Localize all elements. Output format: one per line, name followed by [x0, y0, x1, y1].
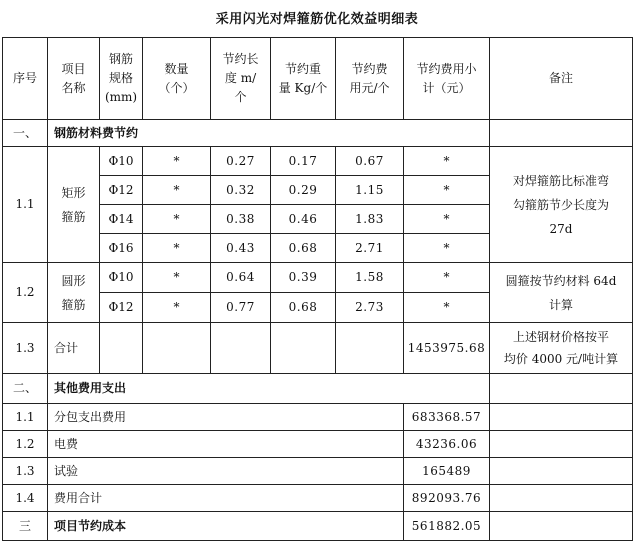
empty-cell — [490, 431, 633, 458]
spec-cell: Φ10 — [100, 147, 143, 176]
subtotal-cell: * — [404, 147, 490, 176]
subtotal-cell: * — [404, 234, 490, 263]
length-cell: 0.32 — [211, 176, 271, 205]
header-save-weight — [271, 38, 336, 120]
header-spec-text: 钢筋 规格 (mm) — [104, 52, 138, 104]
row-seq: 1.4 — [3, 485, 48, 512]
header-seq: 序号 — [3, 38, 48, 120]
group-1-1-name — [48, 147, 100, 263]
row-amount: 43236.06 — [404, 431, 490, 458]
spec-cell: Φ14 — [100, 205, 143, 234]
cost-cell: 1.83 — [336, 205, 404, 234]
savings-detail-table — [2, 37, 633, 541]
spec-cell: Φ12 — [100, 176, 143, 205]
spec-cell: Φ12 — [100, 293, 143, 323]
group-1-2-remark-text: 圆箍按节约材料 64d 计算 — [505, 273, 617, 312]
row-1-3-remark — [490, 323, 633, 374]
row-amount: 165489 — [404, 458, 490, 485]
section-3-amount: 561882.05 — [404, 512, 490, 541]
header-save-cost — [336, 38, 404, 120]
row-name: 试验 — [48, 458, 404, 485]
empty-cell — [490, 458, 633, 485]
row-1-3-name: 合计 — [48, 323, 100, 374]
header-qty-text: 数量 （个） — [158, 61, 195, 95]
group-1-2-remark — [490, 263, 633, 323]
header-item-name — [48, 38, 100, 120]
group-1-1-seq: 1.1 — [3, 147, 48, 263]
empty-cell — [490, 512, 633, 541]
empty-cell — [143, 323, 211, 374]
empty-cell — [490, 404, 633, 431]
section-2-empty — [490, 374, 633, 404]
subtotal-cell: * — [404, 176, 490, 205]
cost-cell: 0.67 — [336, 147, 404, 176]
group-1-1-remark — [490, 147, 633, 263]
group-1-2-name-text: 圆形 箍筋 — [61, 273, 86, 312]
header-row — [3, 38, 633, 120]
weight-cell: 0.68 — [271, 234, 336, 263]
empty-cell — [211, 323, 271, 374]
empty-cell — [100, 323, 143, 374]
qty-cell: * — [143, 176, 211, 205]
table-row — [3, 404, 633, 431]
header-remark: 备注 — [490, 38, 633, 120]
spec-cell: Φ10 — [100, 263, 143, 293]
qty-cell: * — [143, 205, 211, 234]
section-1-label: 钢筋材料费节约 — [48, 120, 490, 147]
header-save-weight-text: 节约重 量 Kg/个 — [278, 61, 328, 95]
header-save-len — [211, 38, 271, 120]
section-1-empty — [490, 120, 633, 147]
weight-cell: 0.68 — [271, 293, 336, 323]
document-title: 采用闪光对焊箍筋优化效益明细表 — [215, 12, 419, 27]
group-1-2-seq: 1.2 — [3, 263, 48, 323]
header-item-name-text: 项目 名称 — [61, 61, 86, 95]
row-amount: 683368.57 — [404, 404, 490, 431]
qty-cell: * — [143, 234, 211, 263]
table-row — [3, 263, 633, 293]
section-2-row — [3, 374, 633, 404]
section-3-seq: 三 — [3, 512, 48, 541]
section-1-seq: 一、 — [3, 120, 48, 147]
row-amount: 892093.76 — [404, 485, 490, 512]
header-save-len-text: 节约长 度 m/ 个 — [222, 52, 259, 104]
row-name: 电费 — [48, 431, 404, 458]
subtotal-cell: * — [404, 263, 490, 293]
row-1-3-seq: 1.3 — [3, 323, 48, 374]
table-row — [3, 458, 633, 485]
table-row — [3, 431, 633, 458]
empty-cell — [490, 485, 633, 512]
length-cell: 0.27 — [211, 147, 271, 176]
header-subtotal-text: 节约费用小 计（元） — [416, 61, 477, 95]
row-name: 费用合计 — [48, 485, 404, 512]
cost-cell: 1.58 — [336, 263, 404, 293]
length-cell: 0.38 — [211, 205, 271, 234]
row-seq: 1.2 — [3, 431, 48, 458]
subtotal-cell: * — [404, 205, 490, 234]
group-1-1-remark-text: 对焊箍筋比标准弯 勾箍筋节少长度为 27d — [512, 173, 609, 236]
group-1-2-name — [48, 263, 100, 323]
cost-cell: 2.73 — [336, 293, 404, 323]
weight-cell: 0.46 — [271, 205, 336, 234]
spec-cell: Φ16 — [100, 234, 143, 263]
qty-cell: * — [143, 263, 211, 293]
row-name: 分包支出费用 — [48, 404, 404, 431]
row-1-3-remark-text: 上述钢材价格按平 均价 4000 元/吨计算 — [503, 330, 619, 366]
row-1-3-subtotal: 1453975.68 — [404, 323, 490, 374]
qty-cell: * — [143, 147, 211, 176]
length-cell: 0.43 — [211, 234, 271, 263]
group-1-1-name-text: 矩形 箍筋 — [61, 185, 86, 224]
cost-cell: 2.71 — [336, 234, 404, 263]
section-1-row — [3, 120, 633, 147]
cost-cell: 1.15 — [336, 176, 404, 205]
section-3-row — [3, 512, 633, 541]
row-seq: 1.3 — [3, 458, 48, 485]
qty-cell: * — [143, 293, 211, 323]
section-2-label: 其他费用支出 — [48, 374, 490, 404]
empty-cell — [271, 323, 336, 374]
section-3-label: 项目节约成本 — [48, 512, 404, 541]
weight-cell: 0.39 — [271, 263, 336, 293]
length-cell: 0.64 — [211, 263, 271, 293]
table-row — [3, 485, 633, 512]
header-qty — [143, 38, 211, 120]
section-2-seq: 二、 — [3, 374, 48, 404]
subtotal-cell: * — [404, 293, 490, 323]
empty-cell — [336, 323, 404, 374]
weight-cell: 0.29 — [271, 176, 336, 205]
length-cell: 0.77 — [211, 293, 271, 323]
header-subtotal — [404, 38, 490, 120]
row-seq: 1.1 — [3, 404, 48, 431]
weight-cell: 0.17 — [271, 147, 336, 176]
header-spec — [100, 38, 143, 120]
table-row — [3, 147, 633, 176]
total-row-1-3 — [3, 323, 633, 374]
header-save-cost-text: 节约费 用元/个 — [349, 61, 390, 95]
